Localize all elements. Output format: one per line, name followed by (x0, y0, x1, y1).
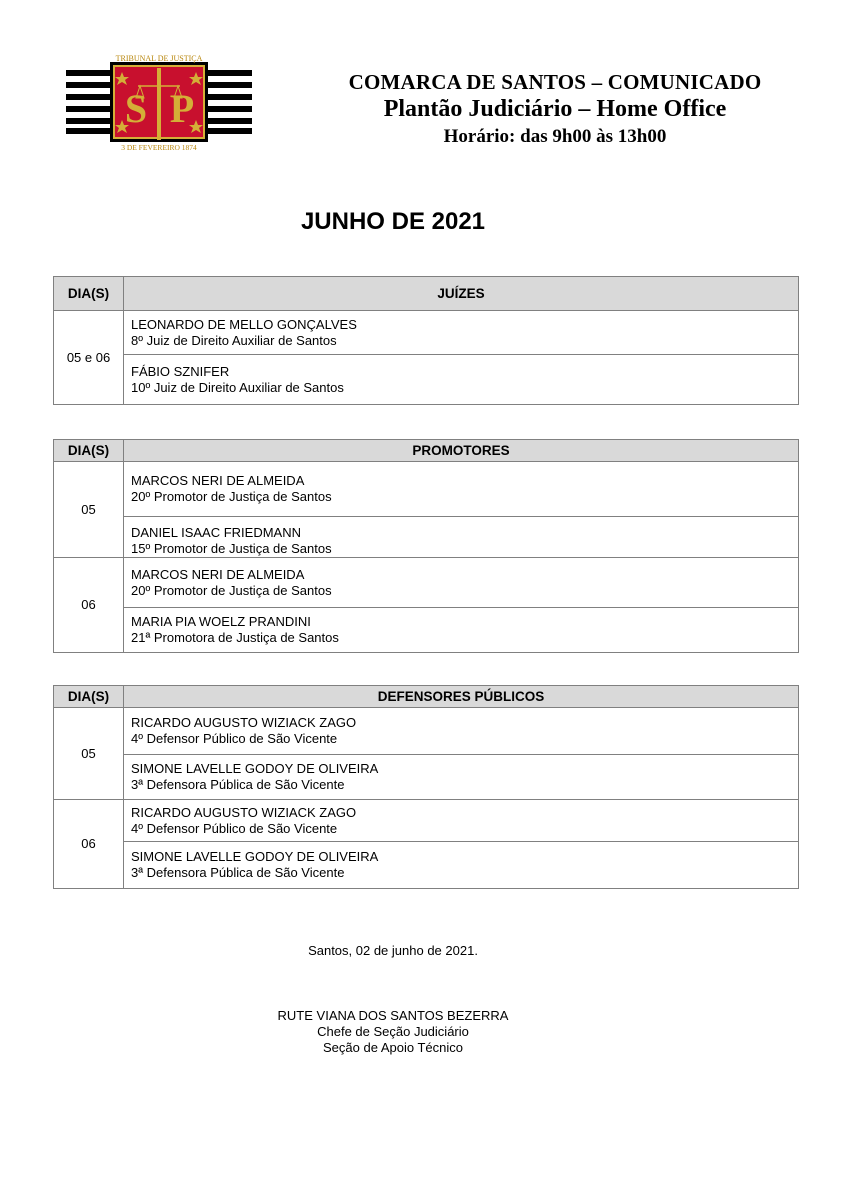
table-header-row (54, 440, 799, 462)
table-row (54, 462, 799, 517)
person-name: FÁBIO SZNIFER (131, 363, 230, 379)
person-cell (124, 517, 799, 558)
day-cell: 06 (54, 558, 124, 653)
juizes-table (53, 276, 799, 405)
defensores-table (53, 685, 799, 889)
signature-block (0, 1008, 786, 1056)
person-role: 8º Juiz de Direito Auxiliar de Santos (131, 332, 337, 348)
column-header-dias: DIA(S) (54, 686, 124, 708)
column-header-dias: DIA(S) (54, 277, 124, 311)
person-role: 15º Promotor de Justiça de Santos (131, 541, 332, 556)
signer-title: Chefe de Seção Judiciário (317, 1024, 469, 1039)
signer-unit: Seção de Apoio Técnico (323, 1040, 463, 1055)
person-role: 21ª Promotora de Justiça de Santos (131, 630, 339, 645)
tribunal-de-justica-logo (66, 52, 252, 152)
person-name: RICARDO AUGUSTO WIZIACK ZAGO (131, 804, 357, 820)
person-cell (124, 842, 799, 889)
logo-letter-s: S (124, 86, 148, 131)
day-cell: 05 (54, 708, 124, 800)
person-name: LEONARDO DE MELLO GONÇALVES (131, 316, 357, 332)
column-header-promotores: PROMOTORES (124, 440, 799, 462)
person-role: 4º Defensor Público de São Vicente (131, 820, 338, 836)
person-role: 20º Promotor de Justiça de Santos (131, 582, 332, 598)
person-name: SIMONE LAVELLE GODOY DE OLIVEIRA (131, 849, 379, 864)
table-row (54, 355, 799, 405)
table-row (54, 842, 799, 889)
table-row (54, 608, 799, 653)
person-name: MARCOS NERI DE ALMEIDA (131, 473, 305, 488)
person-name: MARCOS NERI DE ALMEIDA (131, 566, 305, 582)
person-cell (124, 800, 799, 842)
person-name: DANIEL ISAAC FRIEDMANN (131, 525, 301, 540)
logo-letter-p: P (169, 86, 195, 131)
person-cell (124, 462, 799, 517)
table-header-row (54, 277, 799, 311)
person-cell (124, 558, 799, 608)
person-cell (124, 355, 799, 405)
person-role: 4º Defensor Público de São Vicente (131, 731, 338, 746)
column-header-dias: DIA(S) (54, 440, 124, 462)
logo-top-text: TRIBUNAL DE JUSTIÇA (115, 54, 203, 63)
day-cell: 05 (54, 462, 124, 558)
table-row (54, 517, 799, 558)
table-row (54, 558, 799, 608)
person-role: 3ª Defensora Pública de São Vicente (131, 865, 345, 880)
table-row (54, 708, 799, 755)
signer-name: RUTE VIANA DOS SANTOS BEZERRA (277, 1008, 509, 1023)
person-role: 20º Promotor de Justiça de Santos (131, 489, 332, 504)
person-cell (124, 608, 799, 653)
person-name: RICARDO AUGUSTO WIZIACK ZAGO (131, 715, 357, 730)
person-cell (124, 708, 799, 755)
table-row (54, 755, 799, 800)
month-title: JUNHO DE 2021 (300, 208, 486, 235)
day-cell: 05 e 06 (54, 311, 124, 405)
table-row (54, 311, 799, 355)
document-header (290, 70, 820, 150)
person-cell (124, 311, 799, 355)
promotores-table (53, 439, 799, 653)
header-line-horario: Horário: das 9h00 às 13h00 (443, 126, 667, 147)
column-header-juizes: JUÍZES (124, 277, 799, 311)
header-line-comarca: COMARCA DE SANTOS – COMUNICADO (348, 70, 762, 94)
person-role: 10º Juiz de Direito Auxiliar de Santos (131, 379, 344, 395)
date-line: Santos, 02 de junho de 2021. (308, 943, 478, 958)
person-role: 3ª Defensora Pública de São Vicente (131, 777, 345, 792)
table-header-row (54, 686, 799, 708)
person-name: SIMONE LAVELLE GODOY DE OLIVEIRA (131, 761, 379, 776)
person-name: MARIA PIA WOELZ PRANDINI (131, 614, 311, 629)
person-cell (124, 755, 799, 800)
day-cell: 06 (54, 800, 124, 889)
table-row (54, 800, 799, 842)
logo-bottom-text: 3 DE FEVEREIRO 1874 (121, 143, 197, 152)
column-header-defensores: DEFENSORES PÚBLICOS (124, 686, 799, 708)
header-line-plantao: Plantão Judiciário – Home Office (383, 96, 727, 122)
